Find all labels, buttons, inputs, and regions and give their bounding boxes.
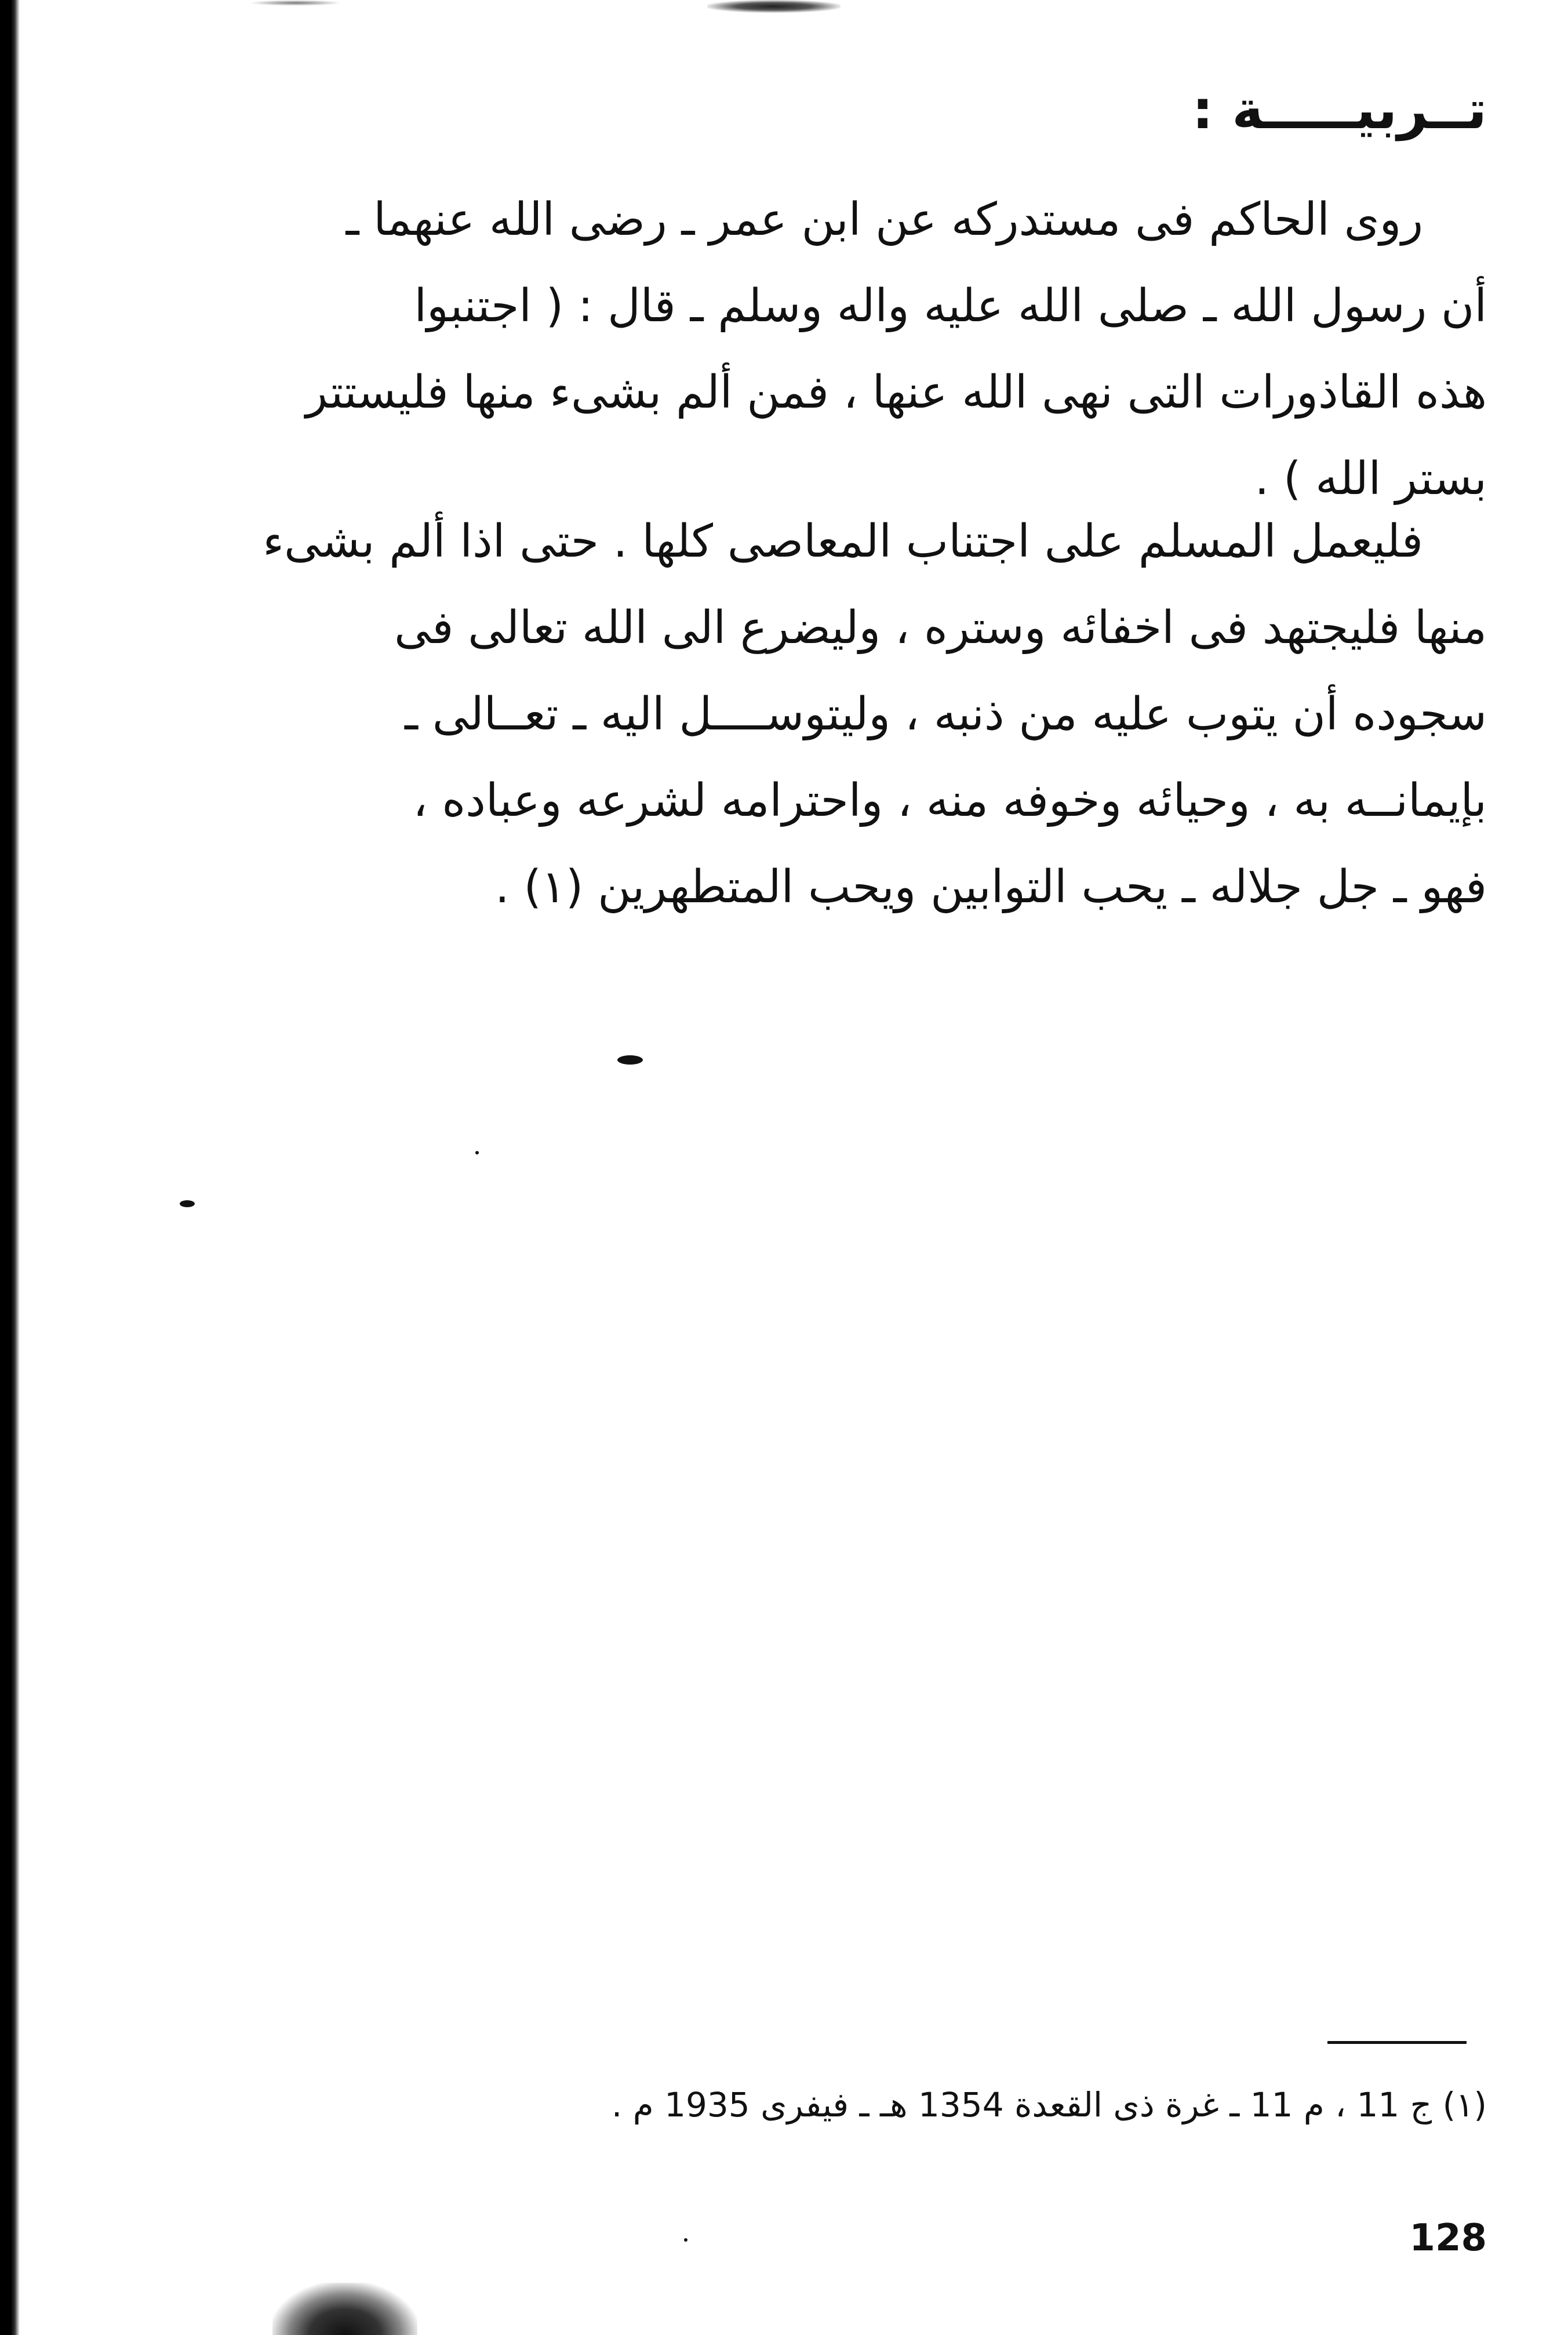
section-heading: تــربيـــــة : [1192, 79, 1487, 141]
ink-speck [475, 1151, 479, 1154]
paragraph-line: سجوده أن يتوب عليه من ذنبه ، وليتوســــل اليه ـ تعــالى ـ [405, 688, 1487, 740]
paragraph-line: روى الحاكم فى مستدركه عن ابن عمر ـ رضى الله عنهما ـ [345, 194, 1423, 246]
paragraph-line: بإيمانــه به ، وحيائه وخوفه منه ، واحترامه لشرعه وعباده ، [413, 775, 1487, 827]
paragraph-line: فليعمل المسلم على اجتناب المعاصى كلها . حتى اذا ألم بشىء [263, 515, 1423, 568]
page-number: 128 [1409, 2217, 1487, 2260]
scan-blot-top [707, 0, 841, 13]
paragraph-line: فهو ـ جل جلاله ـ يحب التوابين ويحب المتطهرين (١) . [494, 861, 1487, 913]
paragraph-line: بستر الله ) . [1254, 453, 1487, 505]
paragraph-1 [197, 177, 1487, 522]
footnote-divider [1327, 2041, 1467, 2044]
paragraph-2 [197, 499, 1487, 931]
paragraph-line: أن رسول الله ـ صلى الله عليه واله وسلم ـ قال : ( اجتنبوا [414, 280, 1487, 332]
binding-shadow [0, 0, 20, 2335]
ink-speck [180, 1200, 195, 1207]
scan-blot-bottom [272, 2283, 417, 2335]
scan-blot-top-small [249, 0, 342, 6]
paragraph-line: منها فليجتهد فى اخفائه وستره ، وليضرع الى الله تعالى فى [394, 602, 1487, 654]
paragraph-line: هذه القاذورات التى نهى الله عنها ، فمن ألم بشىء منها فليستتر [305, 366, 1487, 419]
footnote: (١) ج 11 ، م 11 ـ غرة ذى القعدة 1354 هـ ـ فيفرى 1935 م . [611, 2085, 1487, 2125]
ink-speck [684, 2238, 687, 2242]
ink-speck [617, 1055, 643, 1065]
